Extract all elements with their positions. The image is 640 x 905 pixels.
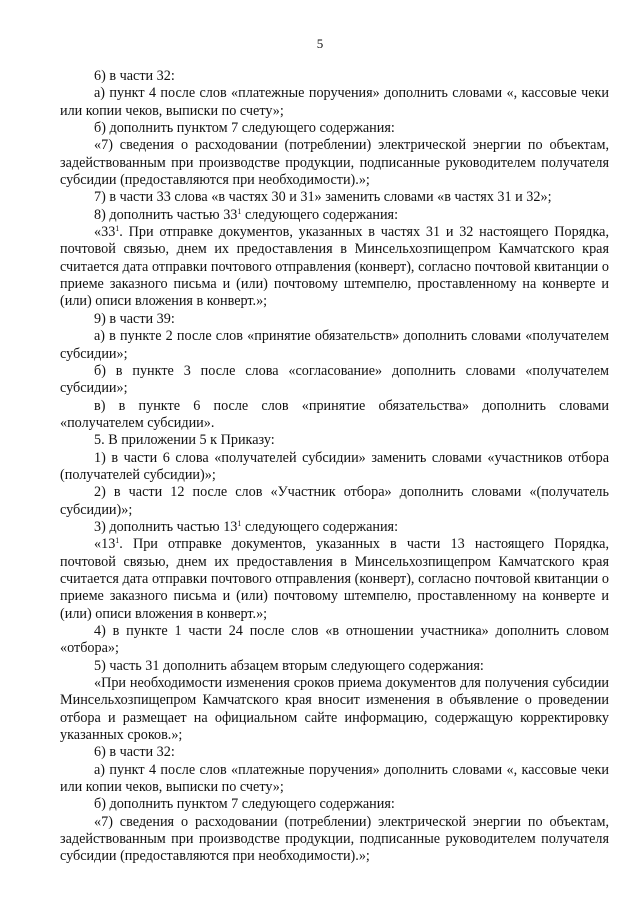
paragraph-p9: 9) в части 39:: [94, 310, 175, 327]
paragraph-p6-b: б) дополнить пунктом 7 следующего содержания:: [94, 120, 395, 137]
paragraph-p6-quote: «7) сведения о расходовании (потреблении) электрической энергии по объектам, задействованным при производстве продукции, подписанные руководителем получателя субсидии (предоставляются при необходимости).»;: [60, 137, 609, 189]
paragraph-p8-quote: «$33^1$. При отправке документов, указанных в частях 31 и 32 настоящего Порядка, почтовой связью, днем их предоставления в Минсельхозпищепром Камчатского края считается дата отправки почтового отправления (конверт), согласно почтовой квитанции о приеме заказного письма и (или) почтовому штемпелю, проставленному на конверте и (или) описи вложения в конверт.»;: [60, 224, 609, 310]
paragraph-p9-c: в) в пункте 6 после слов «принятие обязательства» дополнить словами «получателем субсидии».: [60, 397, 609, 431]
paragraph-p9-a: а) в пункте 2 после слов «принятие обязательств» дополнить словами «получателем субсидии»;: [60, 328, 609, 362]
paragraph-p8: 8) дополнить частью $33^1$ следующего содержания:: [94, 206, 399, 223]
paragraph-p9-b: б) в пункте 3 после слова «согласование» дополнить словами «получателем субсидии»;: [60, 362, 609, 397]
paragraph-p6-heading: 6) в части 32:: [94, 68, 175, 84]
paragraph-s5-5: 5) часть 31 дополнить абзацем вторым следующего содержания:: [94, 657, 484, 674]
paragraph-s5-2: 2) в части 12 после слов «Участник отбора» дополнить словами «(получатель субсидии)»;: [60, 484, 609, 518]
paragraph-s5-3-quote: «$13^1$. При отправке документов, указанных в части 13 настоящего Порядка, почтовой связью, днем их предоставления в Минсельхозпищепром Камчатского края считается дата отправки почтового отправления (конверт), согласно почтовой квитанции о приеме заказного письма и (или) почтовому штемпелю, проставленному на конверте и (или) описи вложения в конверт.»;: [60, 536, 609, 622]
document-body: [60, 68, 609, 866]
page-number: 5: [316, 36, 324, 51]
paragraph-s5-6-b: б) дополнить пунктом 7 следующего содержания:: [94, 796, 395, 813]
paragraph-section-5: 5. В приложении 5 к Приказу:: [94, 432, 275, 449]
paragraph-s5-6-a: а) пункт 4 после слов «платежные поручения» дополнить словами «, кассовые чеки или копии чеков, выписки по счету»;: [60, 761, 609, 796]
paragraph-s5-5-quote: «При необходимости изменения сроков приема документов для получения субсидии Минсельхозпищепром Камчатского края вносит изменения в объявление о проведении отбора и размещает на официальном сайте информацию, содержащую корректировку указанных сроков.»;: [60, 675, 609, 744]
paragraph-s5-1: 1) в части 6 слова «получателей субсидии» заменить словами «участников отбора (получателей субсидии)»;: [60, 449, 609, 483]
paragraph-s5-4: 4) в пункте 1 части 24 после слов «в отношении участника» дополнить словом «отбора»;: [60, 623, 609, 657]
paragraph-s5-6-quote: «7) сведения о расходовании (потреблении) электрической энергии по объектам, задействованным при производстве продукции, подписанные руководителем получателя субсидии (предоставляются при необходимости).»;: [60, 813, 609, 865]
paragraph-s5-6: 6) в части 32:: [94, 744, 175, 761]
paragraph-p6-a: а) пункт 4 после слов «платежные поручения» дополнить словами «, кассовые чеки или копии чеков, выписки по счету»;: [60, 85, 609, 119]
paragraph-s5-3: 3) дополнить частью $13^1$ следующего содержания:: [94, 518, 399, 535]
paragraph-p7: 7) в части 33 слова «в частях 30 и 31» заменить словами «в частях 31 и 32»;: [94, 189, 552, 206]
